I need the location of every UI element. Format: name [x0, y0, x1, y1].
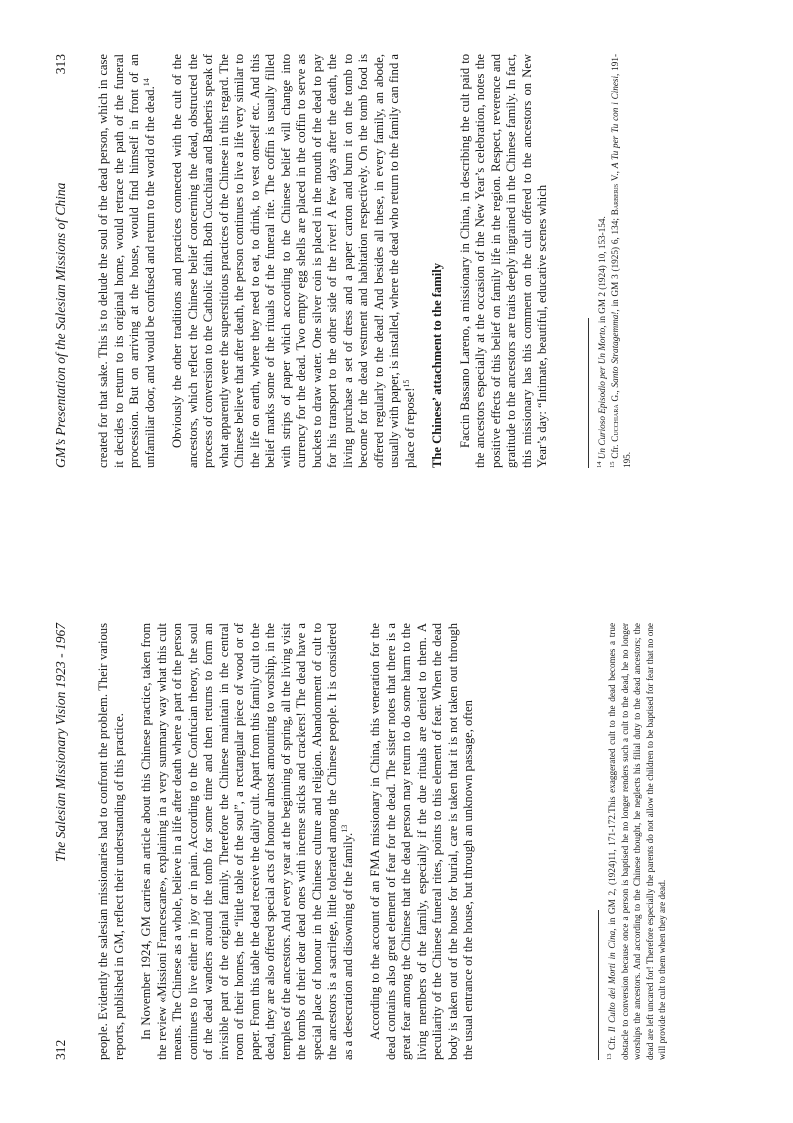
left-page	[0, 562, 793, 1123]
page-number: 313	[53, 54, 68, 75]
page-number: 312	[53, 1039, 68, 1060]
right-page-header	[52, 54, 76, 468]
footnote-ref: 15	[401, 379, 411, 388]
footnote-ref: 14	[141, 78, 151, 87]
right-page-body	[96, 54, 551, 468]
left-page-header	[52, 623, 76, 1060]
section-heading: The Chinese’ attachment to the family	[430, 262, 444, 468]
footnotes	[596, 54, 634, 468]
footnote-15: $^{15}$ Cfr. Cucchiara G., Santo Stratagemma!, in GM 3 (1925) 6, 134; Barberis V., A Tu per Tu con i Cinesi, 191-195.	[608, 53, 632, 468]
paragraph: According to the account of an FMA missionary in China, this veneration for the dead contains also great element of fear for the dead. The sister notes that there is a great fear among the Chinese that the dead person may return to do some harm to the living members of the family, especially if the due rituals are denied to them. A peculiarity of the Chinese funeral rites, points to this element of fear. When the dead body is taken out of the house for burial, care is taken that it is not taken out through the usual entrance of the house, but through an unknown passage, often	[368, 623, 475, 1060]
footnote-ref: 13	[339, 824, 349, 833]
running-title: The Salesian Missionary Vision 1923 - 1967	[53, 623, 68, 862]
paragraph: In November 1924, GM carries an article about this Chinese practice, taken from the review «Missioni Francescane», explaining in a very summary way what this cult means. The Chinese as a whole, believe in a life after death where a part of the person continues to live either in joy or in pain. According to the Confucian theory, the soul of the dead wanders around the tomb for some time and then returns to form an invisible part of the original family. Therefore the Chinese maintain in the central room of their homes, the “little table of the soul”, a rectangular piece of wood or of paper. From this table the dead receive the daily cult. Apart from this family cult to the dead, they are also offered special acts of honour almost amounting to worship, in the temples of the ancestors. And every year at the beginning of spring, all the living visit the tombs of their dear dead ones with incense sticks and crackers! The dead have a special place of honour in the Chinese culture and religion. Abandonment of cult to the ancestors is a sacrilege, little tolerated among the Chinese people. It is considered as a desecration and disowning of the family.$^{13}$	[139, 623, 355, 1060]
left-page-body	[96, 623, 477, 1060]
footnote-rule	[598, 910, 599, 1060]
footnote-14: $^{14}$ Un Curioso Episodio per Un Morto, in GM 2 (1924) 10, 153-154.	[595, 216, 607, 468]
paragraph: people. Evidently the salesian missionaries had to confront the problem. Their various reports, published in GM, reflect their understanding of this practice.	[96, 623, 126, 1060]
footnote-13: $^{13}$ Cfr. Il Culto dei Morti in Cina, in GM 2, (1924)11, 171-172.This exaggerated cult to the dead becomes a true obstacle to conversion because once a person is baptised he no longer renders such a cult to the dead, he no longer worships the ancestors. And according to the Chinese thought, he neglects his filial duty to the dead ancestors; the dead are left uncared for! Therefore especially the parents do not allow the children to be baptised for fear that no one will provide the cult to them when they are dead.	[605, 622, 667, 1060]
paragraph: Obviously the other traditions and practices connected with the cult of the ancestors, which reflect the Chinese belief concerning the dead, obstructed the process of conversion to the Catholic faith. Both Cucchiara and Barberis speak of what apparently were the superstitious practices of the Chinese in this regard. The Chinese believe that after death, the person continues to live a life very similar to the life on earth, where they need to eat, to drink, to vest oneself etc. And this belief marks some of the rituals of the funeral rite. The coffin is usually filled with strips of paper which according to the Chinese belief will change into currency for the dead. Two empty egg shells are placed in the coffin to serve as buckets to draw water. One silver coin is placed in the mouth of the dead to pay for his transport to the other side of the river! A few days after the death, the living purchase a set of dress and a paper carton and burn it on the tomb to become for the dead vestment and habitation respectively. On the tomb food is offered regularly to the dead! And besides all these, in every family, an abode, usually with paper, is installed, where the dead who return to the family can find a place of repose!$^{15}$	[170, 54, 417, 468]
footnotes	[606, 623, 669, 1060]
paragraph: Faccin Bassano Lareno, a missionary in China, in describing the cult paid to the ancestors especially at the occasion of the New Year’s celebration, notes the positive effects of this belief on family life in the region. Respect, reverence and gratitude to the ancestors are traits deeply ingrained in the Chinese family. In fact, this missionary has this comment on the cult offered to the ancestors on New Year’s day: “Intimate, beautiful, educative scenes which	[457, 54, 549, 468]
running-title: GM’s Presentation of the Salesian Missions of China	[53, 182, 68, 468]
paragraph: created for that sake. This is to delude the soul of the dead person, which in case it decides to return to its original home, would retrace the path of the funeral procession. But on arriving at the house, would find himself in front of an unfamiliar door, and would be confused and return to the world of the dead.$^{14}$	[96, 54, 157, 468]
footnote-rule	[588, 318, 589, 468]
